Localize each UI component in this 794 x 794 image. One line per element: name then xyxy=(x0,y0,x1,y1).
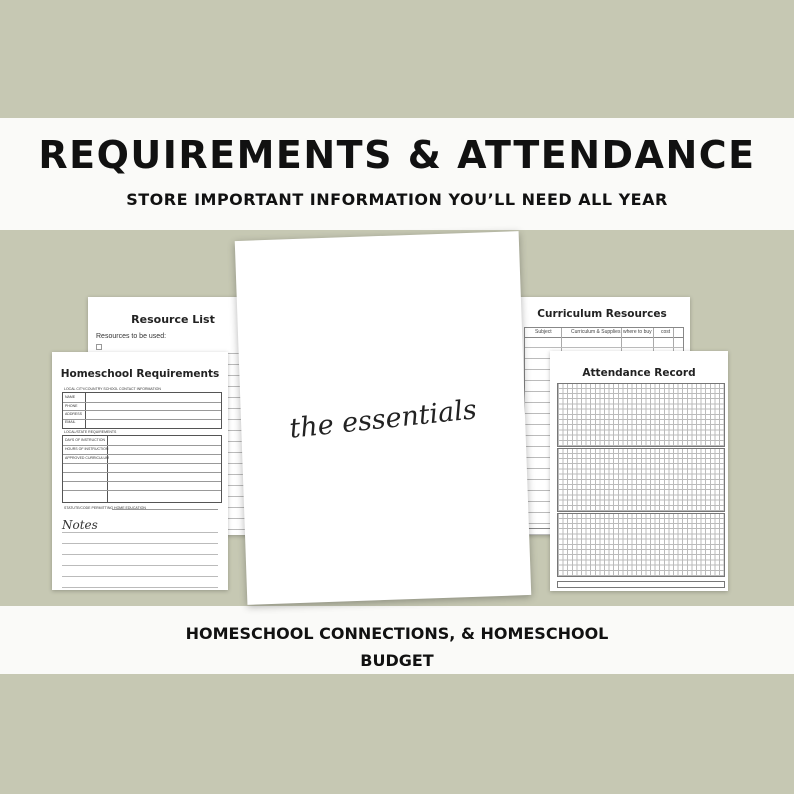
cover-page xyxy=(235,231,532,605)
attendance-grid-3 xyxy=(557,513,725,577)
cover-text: the essentials xyxy=(287,394,479,445)
field-label: HOURS OF INSTRUCTION xyxy=(65,447,109,451)
field-label: EMAIL xyxy=(65,420,76,424)
notes-label: Notes xyxy=(62,518,98,532)
section-contact-label: LOCAL CITY/COUNTRY SCHOOL CONTACT INFORMATION xyxy=(64,387,161,391)
column-header: where to buy xyxy=(623,329,652,335)
field-label: APPROVED CURRICULUM xyxy=(65,456,109,460)
page-title: REQUIREMENTS & ATTENDANCE xyxy=(38,133,756,177)
resource-list-prompt: Resources to be used: xyxy=(96,333,167,340)
requirements-title: Homeschool Requirements xyxy=(60,368,220,380)
attendance-title: Attendance Record xyxy=(582,367,696,379)
column-header: Curriculum & Supplies xyxy=(571,329,621,335)
page-subtitle: STORE IMPORTANT INFORMATION YOU’LL NEED ALL YEAR xyxy=(126,190,668,209)
attendance-grid-2 xyxy=(557,448,725,512)
field-label: ADDRESS xyxy=(65,412,82,416)
section-requirements-label: LOCAL/STATE REQUIREMENTS xyxy=(64,430,117,434)
footer-line-1: HOMESCHOOL CONNECTIONS, & HOMESCHOOL xyxy=(185,624,609,643)
notes-lines xyxy=(62,522,218,588)
resource-list-title: Resource List xyxy=(131,313,215,326)
footer-line-2: BUDGET xyxy=(360,651,434,670)
field-label: PHONE xyxy=(65,404,78,408)
attendance-grid-1 xyxy=(557,383,725,447)
attendance-summary-row xyxy=(557,581,725,588)
section-statute-label: STATUTE/CODE PERMITTING HOME EDUCATION xyxy=(64,506,146,510)
field-label: NAME xyxy=(65,395,76,399)
attendance-record-page xyxy=(550,351,728,591)
column-header: Subject xyxy=(535,329,552,335)
column-header: cost xyxy=(661,329,671,335)
homeschool-requirements-page xyxy=(52,352,228,590)
contact-table xyxy=(62,392,222,429)
requirements-table xyxy=(62,435,222,503)
field-label: DAYS OF INSTRUCTION xyxy=(65,438,105,442)
curriculum-title: Curriculum Resources xyxy=(537,308,667,320)
